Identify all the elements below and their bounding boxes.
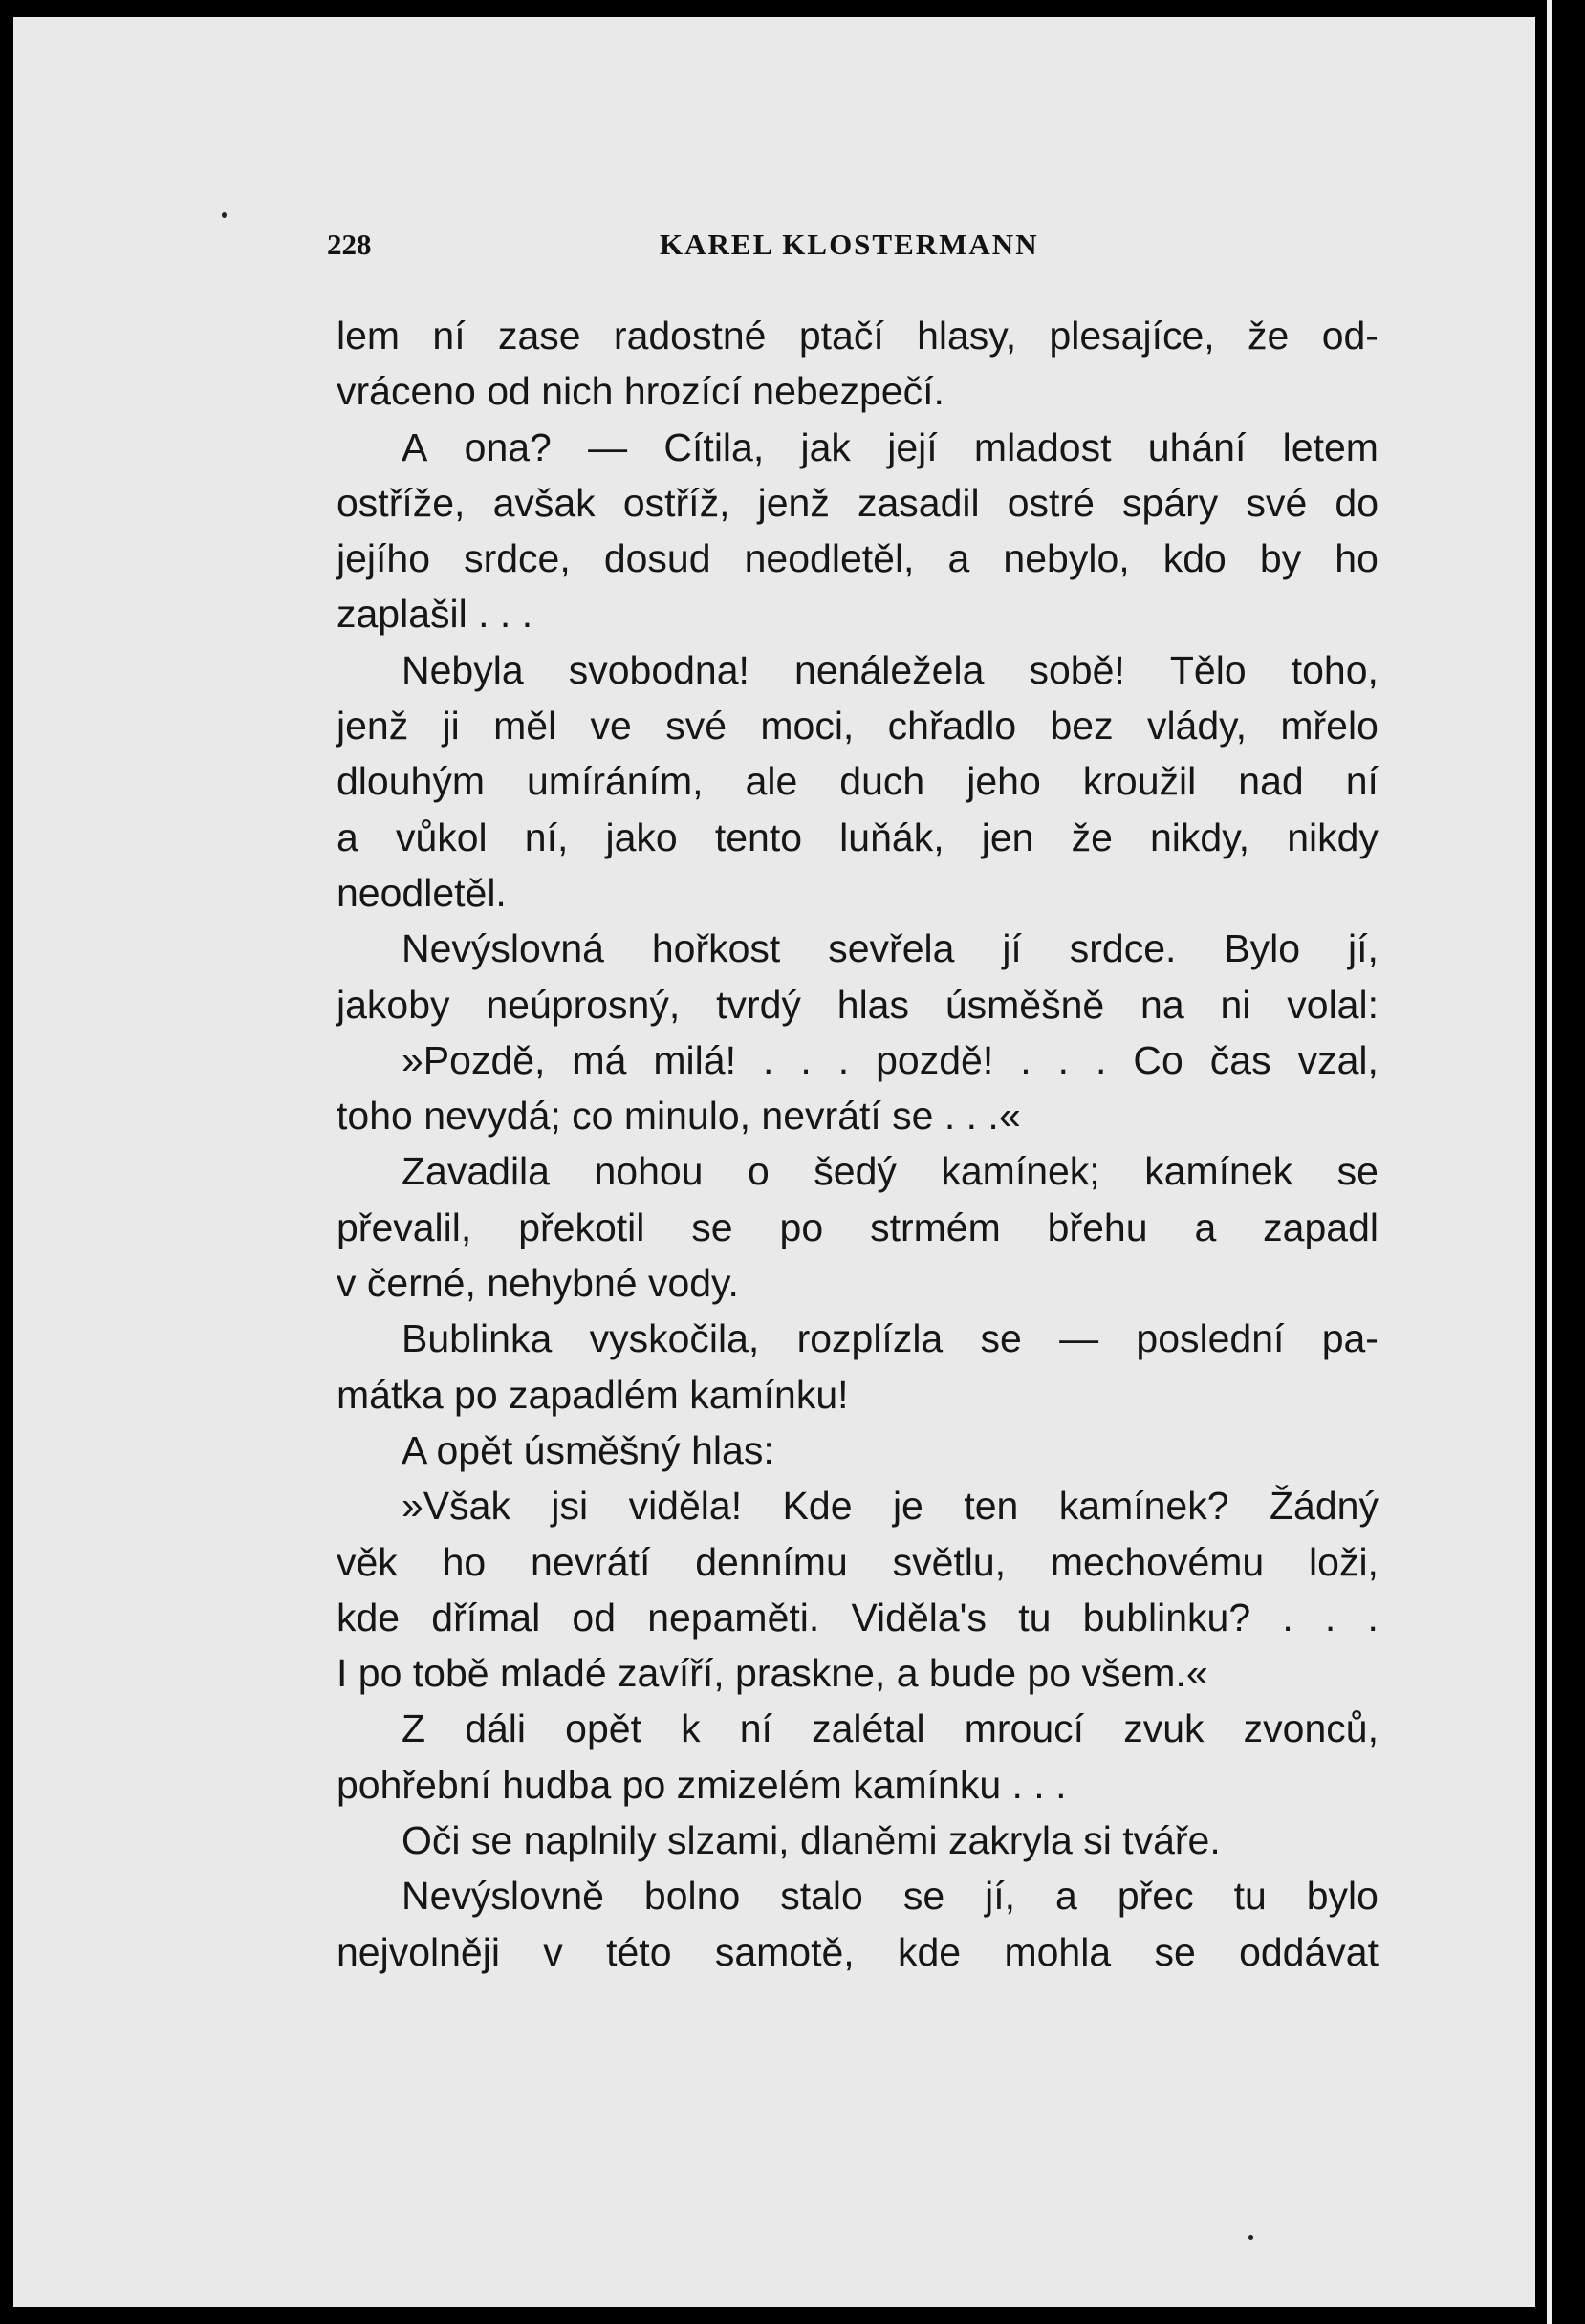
body-text [337,308,1379,1980]
word: Z [402,1706,426,1751]
word: opět [565,1706,641,1751]
word: jenž [337,704,409,749]
word: úsměšně [944,982,1105,1027]
word: chřadlo [887,704,1017,749]
text-line [337,1924,1379,1980]
word: . [1057,1037,1070,1082]
word: přec [1117,1874,1194,1919]
word: se [1336,1149,1379,1194]
word: hlas [836,982,909,1027]
text-line [337,586,1379,641]
word: letem [1282,424,1379,469]
word: pozdě! [876,1037,994,1082]
text-line [337,308,1379,363]
text-line [337,420,1379,475]
word: jenž [757,480,830,525]
word: — [1059,1316,1099,1361]
word: tu [1018,1595,1052,1640]
word: sevřela [828,926,955,971]
word: ten [964,1484,1019,1529]
word: . [762,1037,774,1082]
word: vzal, [1297,1037,1379,1082]
word: toho, [1291,647,1379,692]
word: luňák, [839,814,944,859]
word: břehu [1047,1205,1148,1249]
word: srdce, [464,536,571,581]
word: zvuk [1123,1706,1205,1751]
word: se [1154,1929,1196,1974]
word: své [1246,480,1308,525]
word: avšak [492,480,596,525]
word: milá! [653,1037,736,1082]
word: A [402,424,428,469]
word: ostříže, [337,480,466,525]
word: Zavadila [402,1149,550,1194]
text-line [337,1200,1379,1255]
word: stalo [780,1874,863,1919]
word: poslední [1136,1316,1285,1361]
page-number: 228 [327,228,372,261]
text-line [337,698,1379,753]
word: bylo [1306,1874,1379,1919]
word: spáry [1122,480,1219,525]
line-text: neodletěl. [337,870,507,915]
line-text: pohřební hudba po zmizelém kamínku . . . [337,1762,1067,1807]
word: dennímu [695,1539,848,1584]
word: ve [590,704,632,749]
word: bolno [643,1874,741,1919]
word: o [747,1149,770,1194]
word: že [1248,314,1290,358]
word: jejího [337,536,431,581]
word: ho [442,1539,487,1584]
word: jí, [985,1874,1016,1919]
word: Žádný [1270,1484,1379,1529]
word: do [1335,480,1379,525]
text-line [337,1478,1379,1533]
word: bublinku? [1082,1595,1251,1640]
word: Co [1133,1037,1183,1082]
word: nikdy, [1150,814,1250,859]
word: nepaměti. [647,1595,820,1640]
word: kde [337,1595,401,1640]
text-line [337,753,1379,809]
word: kdo [1162,536,1227,581]
word: uhání [1147,424,1247,469]
word: jako [605,814,678,859]
word: Cítila, [663,424,765,469]
word: jsi [551,1484,589,1529]
word: ho [1335,536,1379,581]
text-line [337,1534,1379,1590]
text-line [337,1311,1379,1366]
print-speck [1248,2235,1253,2240]
word: Nevýslovná [402,926,604,971]
word: své [665,704,727,749]
text-line [337,1645,1379,1701]
word: mroucí [964,1706,1085,1751]
word: dřímal [431,1595,541,1640]
print-speck [222,212,227,218]
word: zasadil [857,480,980,525]
word: Bylo [1224,926,1301,971]
text-line [337,1590,1379,1645]
word: kroužil [1082,759,1197,804]
word: ní [432,314,466,358]
word: ní [1345,759,1379,804]
word: ní, [524,814,569,859]
word: mladost [973,424,1112,469]
word: Tělo [1169,647,1247,692]
word: její [887,424,938,469]
word: duch [839,759,925,804]
word: kamínek; [941,1149,1100,1194]
word: mřelo [1280,704,1379,749]
text-line [337,531,1379,586]
text-line [337,1868,1379,1923]
word: a [1055,1874,1077,1919]
word: neúprosný, [486,982,681,1027]
text-line [337,475,1379,531]
text-line [337,642,1379,698]
line-text: A opět úsměšný hlas: [402,1427,774,1472]
word: nohou [594,1149,704,1194]
page-header [315,228,1052,271]
word: čas [1209,1037,1271,1082]
text-line [337,363,1379,419]
word: . [800,1037,812,1082]
word: ni [1220,982,1251,1027]
line-text: I po tobě mladé zavíří, praskne, a bude po všem.« [337,1651,1208,1696]
word: — [588,424,628,469]
running-head: KAREL KLOSTERMANN [660,228,1039,261]
word: světlu, [892,1539,1007,1584]
word: . [1367,1595,1379,1640]
word: tento [714,814,803,859]
text-line [337,977,1379,1032]
text-line [337,1255,1379,1311]
word: Bublinka [402,1316,553,1361]
word: . [1324,1595,1336,1640]
word: zase [497,314,581,358]
text-line [337,1813,1379,1868]
line-text: Oči se naplnily slzami, dlaněmi zakryla si tváře. [402,1818,1221,1863]
word: viděla! [628,1484,743,1529]
word: k [681,1706,701,1751]
word: Kde [782,1484,853,1529]
word: po [779,1205,824,1249]
word: zalétal [812,1706,925,1751]
word: měl [493,704,557,749]
word: samotě, [714,1929,855,1974]
text-line [337,1143,1379,1199]
word: kamínek? [1058,1484,1229,1529]
word: mohla [1004,1929,1112,1974]
word: by [1259,536,1302,581]
word: ní [739,1706,772,1751]
word: ale [745,759,798,804]
word: se [902,1874,945,1919]
word: bez [1050,704,1114,749]
word: . [1282,1595,1293,1640]
word: má [572,1037,627,1082]
word: tu [1233,1874,1267,1919]
word: tvrdý [716,982,801,1027]
word: překotil [518,1205,645,1249]
text-line [337,1088,1379,1143]
word: nad [1238,759,1304,804]
word: je [892,1484,923,1529]
word: vlády, [1146,704,1248,749]
word: mechovému [1050,1539,1265,1584]
word: nevrátí [531,1539,651,1584]
word: . [837,1037,850,1082]
word: ptačí [798,314,884,358]
line-text: mátka po zapadlém kamínku! [337,1372,849,1417]
word: »Však [402,1484,510,1529]
word: Nevýslovně [402,1874,604,1919]
word: Nebyla [402,647,524,692]
word: zvonců, [1243,1706,1379,1751]
word: sobě! [1029,647,1125,692]
word: jeho [966,759,1041,804]
word: že [1071,814,1113,859]
word: ostré [1007,480,1095,525]
line-text: vráceno od nich hrozící nebezpečí. [337,369,944,414]
text-line [337,1757,1379,1813]
word: oddávat [1239,1929,1379,1974]
word: lem [337,314,401,358]
word: a [1194,1205,1217,1249]
line-text: toho nevydá; co minulo, nevrátí se . . .« [337,1094,1021,1139]
word: volal: [1287,982,1379,1027]
word: jí [1002,926,1022,971]
word: loži, [1309,1539,1379,1584]
text-line [337,865,1379,921]
word: od [572,1595,617,1640]
text-line [337,921,1379,976]
word: šedý [814,1149,897,1194]
word: »Pozdě, [402,1037,546,1082]
page-edge [1547,0,1552,2324]
word: vůkol [395,814,488,859]
text-line [337,1701,1379,1756]
word: v [543,1929,563,1974]
word: hořkost [651,926,781,971]
word: od- [1321,314,1379,358]
text-line [337,1032,1379,1088]
word: věk [337,1539,398,1584]
word: jen [981,814,1034,859]
word: svobodna! [568,647,749,692]
text-line [337,1367,1379,1423]
text-line [337,810,1379,865]
word: jak [800,424,851,469]
word: dlouhým [337,759,485,804]
word: umíráním, [527,759,704,804]
word: se [691,1205,733,1249]
word: této [606,1929,672,1974]
word: ona? [464,424,552,469]
word: kde [898,1929,962,1974]
word: . [1096,1037,1107,1082]
word: jakoby [337,982,450,1027]
word: srdce. [1069,926,1177,971]
word: hlasy, [917,314,1017,358]
word: . [1020,1037,1031,1082]
word: moci, [760,704,855,749]
word: a [337,814,358,859]
line-text: zaplašil . . . [337,592,533,637]
word: zapadl [1263,1205,1379,1249]
word: pa- [1321,1316,1379,1361]
word: jí, [1348,926,1379,971]
word: a [947,536,970,581]
word: neodletěl, [744,536,915,581]
word: ji [442,704,460,749]
word: ostříž, [622,480,730,525]
word: nenáležela [794,647,985,692]
word: rozplízla [796,1316,944,1361]
word: strmém [870,1205,1001,1249]
word: nikdy [1287,814,1379,859]
text-line [337,1423,1379,1478]
line-text: v černé, nehybné vody. [337,1261,739,1306]
word: se [980,1316,1022,1361]
word: nebylo, [1003,536,1130,581]
word: radostné [613,314,767,358]
word: plesajíce, [1049,314,1215,358]
word: Viděla's [851,1595,988,1640]
word: kamínek [1144,1149,1293,1194]
word: dáli [465,1706,527,1751]
word: nejvolněji [337,1929,500,1974]
word: převalil, [337,1205,472,1249]
word: dosud [603,536,711,581]
word: na [1140,982,1184,1027]
word: vyskočila, [589,1316,760,1361]
